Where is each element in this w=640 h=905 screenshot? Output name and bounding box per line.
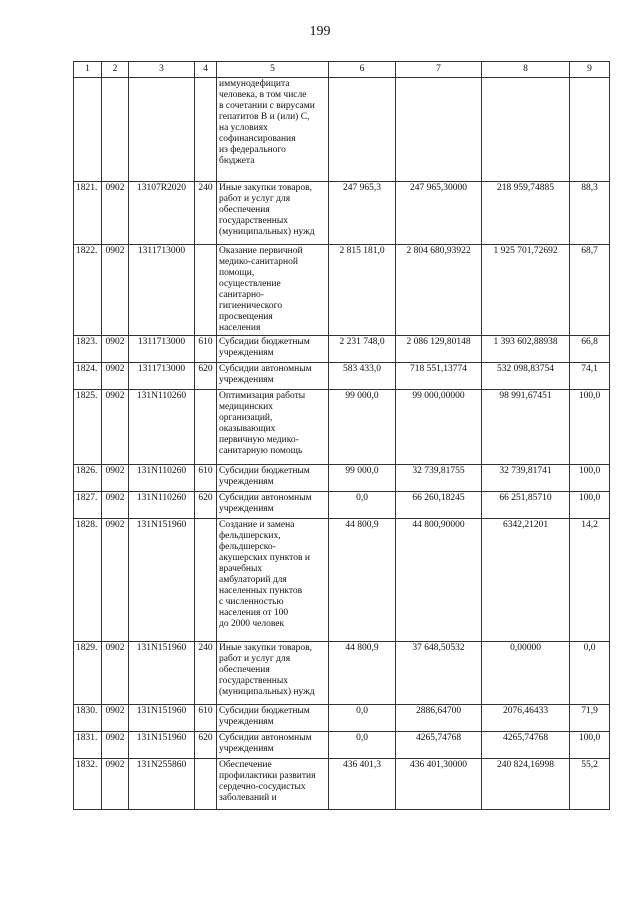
column-header: 8 bbox=[482, 62, 570, 78]
value-col9: 0,0 bbox=[570, 642, 610, 705]
value-col6: 583 433,0 bbox=[329, 363, 396, 390]
value-col9: 68,7 bbox=[570, 245, 610, 336]
value-col6: 99 000,0 bbox=[329, 465, 396, 492]
value-col7: 4265,74768 bbox=[396, 732, 482, 759]
target-article-code: 131N110260 bbox=[129, 465, 195, 492]
section-code: 0902 bbox=[102, 759, 129, 810]
target-article-code: 1311713000 bbox=[129, 245, 195, 336]
value-col7: 99 000,00000 bbox=[396, 390, 482, 465]
item-name: Создание и замена фельдшерских, фельдшерско- акушерских пунктов и врачебных амбулаторий для населенных пунктов с численностью населения от 100 до 2000 человек bbox=[217, 519, 329, 642]
page-number: 199 bbox=[309, 24, 331, 39]
value-col7: 436 401,30000 bbox=[396, 759, 482, 810]
section-code: 0902 bbox=[102, 390, 129, 465]
value-col8: 66 251,85710 bbox=[482, 492, 570, 519]
value-col9: 55,2 bbox=[570, 759, 610, 810]
value-col8 bbox=[482, 78, 570, 182]
expense-type-code: 610 bbox=[195, 336, 217, 363]
table-header-row bbox=[74, 62, 610, 78]
item-name: Иные закупки товаров, работ и услуг для обеспечения государственных (муниципальных) нужд bbox=[217, 182, 329, 245]
target-article-code bbox=[129, 78, 195, 182]
value-col7: 718 551,13774 bbox=[396, 363, 482, 390]
item-name: Субсидии автономным учреждениям bbox=[217, 732, 329, 759]
value-col7: 44 800,90000 bbox=[396, 519, 482, 642]
value-col6: 99 000,0 bbox=[329, 390, 396, 465]
value-col6: 2 231 748,0 bbox=[329, 336, 396, 363]
value-col8: 1 925 701,72692 bbox=[482, 245, 570, 336]
column-header: 4 bbox=[195, 62, 217, 78]
section-code: 0902 bbox=[102, 492, 129, 519]
row-index bbox=[74, 78, 102, 182]
section-code: 0902 bbox=[102, 519, 129, 642]
expense-type-code bbox=[195, 759, 217, 810]
section-code: 0902 bbox=[102, 336, 129, 363]
value-col7 bbox=[396, 78, 482, 182]
value-col7: 66 260,18245 bbox=[396, 492, 482, 519]
expense-type-code: 620 bbox=[195, 732, 217, 759]
column-header: 7 bbox=[396, 62, 482, 78]
row-index: 1825. bbox=[74, 390, 102, 465]
value-col6: 247 965,3 bbox=[329, 182, 396, 245]
value-col7: 2 804 680,93922 bbox=[396, 245, 482, 336]
value-col8: 532 098,83754 bbox=[482, 363, 570, 390]
column-header: 5 bbox=[217, 62, 329, 78]
target-article-code: 1311713000 bbox=[129, 363, 195, 390]
target-article-code: 131N255860 bbox=[129, 759, 195, 810]
target-article-code: 131N151960 bbox=[129, 705, 195, 732]
expense-type-code bbox=[195, 390, 217, 465]
row-index: 1830. bbox=[74, 705, 102, 732]
row-index: 1832. bbox=[74, 759, 102, 810]
section-code: 0902 bbox=[102, 705, 129, 732]
expense-type-code bbox=[195, 519, 217, 642]
item-name: Субсидии бюджетным учреждениям bbox=[217, 336, 329, 363]
target-article-code: 131N110260 bbox=[129, 390, 195, 465]
item-name: Субсидии бюджетным учреждениям bbox=[217, 705, 329, 732]
value-col7: 247 965,30000 bbox=[396, 182, 482, 245]
target-article-code: 13107R2020 bbox=[129, 182, 195, 245]
item-name: Иные закупки товаров, работ и услуг для обеспечения государственных (муниципальных) нужд bbox=[217, 642, 329, 705]
value-col9: 71,9 bbox=[570, 705, 610, 732]
section-code: 0902 bbox=[102, 182, 129, 245]
expense-type-code: 610 bbox=[195, 705, 217, 732]
item-name: Обеспечение профилактики развития сердечно-сосудистых заболеваний и bbox=[217, 759, 329, 810]
column-header: 9 bbox=[570, 62, 610, 78]
value-col8: 0,00000 bbox=[482, 642, 570, 705]
section-code: 0902 bbox=[102, 363, 129, 390]
section-code: 0902 bbox=[102, 642, 129, 705]
row-index: 1829. bbox=[74, 642, 102, 705]
target-article-code: 131N110260 bbox=[129, 492, 195, 519]
expense-type-code: 620 bbox=[195, 492, 217, 519]
budget-table bbox=[73, 61, 610, 810]
value-col7: 37 648,50532 bbox=[396, 642, 482, 705]
target-article-code: 131N151960 bbox=[129, 519, 195, 642]
value-col8: 32 739,81741 bbox=[482, 465, 570, 492]
value-col9 bbox=[570, 78, 610, 182]
row-index: 1826. bbox=[74, 465, 102, 492]
value-col9: 88,3 bbox=[570, 182, 610, 245]
row-index: 1827. bbox=[74, 492, 102, 519]
row-index: 1823. bbox=[74, 336, 102, 363]
table-row bbox=[74, 182, 610, 245]
expense-type-code: 620 bbox=[195, 363, 217, 390]
value-col8: 218 959,74885 bbox=[482, 182, 570, 245]
value-col6: 0,0 bbox=[329, 732, 396, 759]
target-article-code: 131N151960 bbox=[129, 732, 195, 759]
value-col8: 98 991,67451 bbox=[482, 390, 570, 465]
value-col6: 44 800,9 bbox=[329, 642, 396, 705]
column-header: 2 bbox=[102, 62, 129, 78]
expense-type-code: 240 bbox=[195, 182, 217, 245]
item-name: иммунодефицита человека, в том числе в сочетании с вирусами гепатитов В и (или) С, на условиях софинансирования из федерального бюджета bbox=[217, 78, 329, 182]
item-name: Субсидии бюджетным учреждениям bbox=[217, 465, 329, 492]
table-row bbox=[74, 363, 610, 390]
section-code bbox=[102, 78, 129, 182]
value-col7: 2 086 129,80148 bbox=[396, 336, 482, 363]
table-row bbox=[74, 78, 610, 182]
item-name: Оказание первичной медико-санитарной помощи, осуществление санитарно- гигиенического просвещения населения bbox=[217, 245, 329, 336]
value-col6 bbox=[329, 78, 396, 182]
table-row bbox=[74, 759, 610, 810]
value-col6: 2 815 181,0 bbox=[329, 245, 396, 336]
expense-type-code bbox=[195, 245, 217, 336]
row-index: 1824. bbox=[74, 363, 102, 390]
table-row bbox=[74, 519, 610, 642]
value-col7: 2886,64700 bbox=[396, 705, 482, 732]
table-row bbox=[74, 732, 610, 759]
column-header: 6 bbox=[329, 62, 396, 78]
value-col8: 4265,74768 bbox=[482, 732, 570, 759]
value-col7: 32 739,81755 bbox=[396, 465, 482, 492]
table-row bbox=[74, 245, 610, 336]
value-col6: 44 800,9 bbox=[329, 519, 396, 642]
value-col8: 240 824,16998 bbox=[482, 759, 570, 810]
row-index: 1821. bbox=[74, 182, 102, 245]
value-col9: 100,0 bbox=[570, 465, 610, 492]
value-col9: 100,0 bbox=[570, 732, 610, 759]
expense-type-code bbox=[195, 78, 217, 182]
value-col6: 436 401,3 bbox=[329, 759, 396, 810]
row-index: 1822. bbox=[74, 245, 102, 336]
column-header: 1 bbox=[74, 62, 102, 78]
value-col9: 100,0 bbox=[570, 390, 610, 465]
table-row bbox=[74, 465, 610, 492]
table-row bbox=[74, 492, 610, 519]
value-col9: 74,1 bbox=[570, 363, 610, 390]
value-col9: 14,2 bbox=[570, 519, 610, 642]
table-row bbox=[74, 642, 610, 705]
value-col6: 0,0 bbox=[329, 705, 396, 732]
value-col8: 2076,46433 bbox=[482, 705, 570, 732]
item-name: Оптимизация работы медицинских организаций, оказывающих первичную медико- санитарную помощь bbox=[217, 390, 329, 465]
table-row bbox=[74, 390, 610, 465]
value-col9: 100,0 bbox=[570, 492, 610, 519]
value-col9: 66,8 bbox=[570, 336, 610, 363]
value-col8: 1 393 602,88938 bbox=[482, 336, 570, 363]
expense-type-code: 610 bbox=[195, 465, 217, 492]
target-article-code: 1311713000 bbox=[129, 336, 195, 363]
section-code: 0902 bbox=[102, 732, 129, 759]
table-row bbox=[74, 336, 610, 363]
item-name: Субсидии автономным учреждениям bbox=[217, 363, 329, 390]
expense-type-code: 240 bbox=[195, 642, 217, 705]
value-col6: 0,0 bbox=[329, 492, 396, 519]
row-index: 1828. bbox=[74, 519, 102, 642]
column-header: 3 bbox=[129, 62, 195, 78]
section-code: 0902 bbox=[102, 245, 129, 336]
row-index: 1831. bbox=[74, 732, 102, 759]
target-article-code: 131N151960 bbox=[129, 642, 195, 705]
item-name: Субсидии автономным учреждениям bbox=[217, 492, 329, 519]
section-code: 0902 bbox=[102, 465, 129, 492]
value-col8: 6342,21201 bbox=[482, 519, 570, 642]
table-row bbox=[74, 705, 610, 732]
